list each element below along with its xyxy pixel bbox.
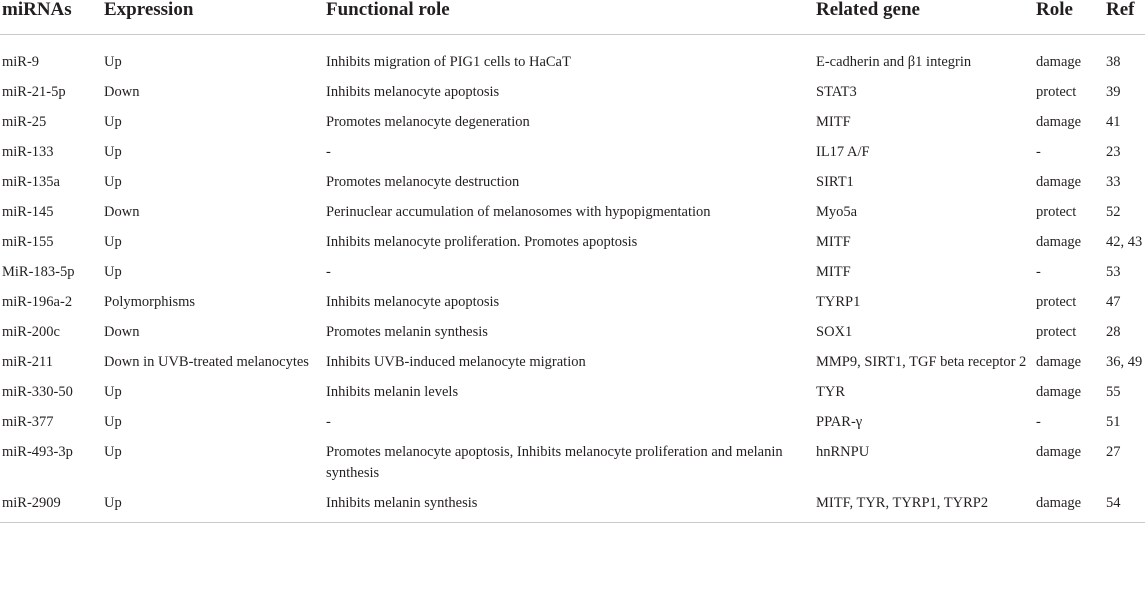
table-row	[0, 232, 1145, 262]
cell-related-gene: TYRP1	[816, 294, 861, 310]
cell-role: damage	[1034, 493, 1104, 523]
cell-ref: 42, 43	[1106, 234, 1143, 250]
table-row	[0, 493, 1145, 523]
cell-expression: Up	[102, 493, 324, 523]
cell-functional-role: Inhibits UVB-induced melanocyte migration	[326, 354, 586, 370]
cell-functional-role: Promotes melanocyte degeneration	[326, 114, 530, 130]
cell-ref: 55	[1106, 384, 1121, 400]
cell-role: protect	[1036, 84, 1077, 100]
cell-ref: 47	[1106, 294, 1121, 310]
cell-ref: 28	[1106, 324, 1121, 340]
cell-mirna: miR-155	[2, 234, 54, 250]
cell-functional-role: -	[326, 144, 331, 160]
cell-expression: Down	[104, 204, 140, 220]
header-expression: Expression	[102, 0, 324, 35]
cell-mirna: miR-377	[2, 414, 54, 430]
cell-functional-role: Promotes melanocyte apoptosis, Inhibits melanocyte proliferation and melanin synthesis	[326, 444, 783, 481]
cell-related-gene: IL17 A/F	[816, 144, 870, 160]
cell-role: -	[1036, 264, 1041, 280]
cell-expression: Up	[104, 174, 122, 190]
cell-related-gene: SIRT1	[816, 174, 854, 190]
cell-expression: Up	[104, 234, 122, 250]
table-row	[0, 142, 1145, 172]
cell-expression: Up	[104, 414, 122, 430]
header-mirnas: miRNAs	[0, 0, 102, 35]
cell-related-gene: MITF	[816, 264, 851, 280]
cell-functional-role: -	[326, 264, 331, 280]
cell-role: damage	[1036, 444, 1082, 460]
cell-mirna: miR-21-5p	[2, 84, 66, 100]
cell-ref: 39	[1106, 84, 1121, 100]
cell-role: damage	[1036, 234, 1082, 250]
table-row	[0, 172, 1145, 202]
cell-functional-role: -	[326, 414, 331, 430]
cell-functional-role: Inhibits melanocyte apoptosis	[326, 84, 500, 100]
cell-expression: Polymorphisms	[104, 294, 196, 310]
cell-expression: Up	[104, 114, 122, 130]
cell-related-gene: MITF	[816, 234, 851, 250]
cell-role: damage	[1036, 114, 1082, 130]
cell-ref: 36, 49	[1106, 354, 1143, 370]
cell-related-gene: STAT3	[816, 84, 857, 100]
cell-functional-role: Promotes melanocyte destruction	[326, 174, 520, 190]
table-row	[0, 382, 1145, 412]
cell-related-gene: Myo5a	[816, 204, 858, 220]
cell-role: damage	[1036, 384, 1082, 400]
cell-ref: 51	[1106, 414, 1121, 430]
cell-ref: 54	[1104, 493, 1145, 523]
cell-functional-role: Inhibits melanocyte proliferation. Promotes apoptosis	[326, 234, 638, 250]
cell-expression: Up	[104, 384, 122, 400]
cell-related-gene: MITF	[816, 114, 851, 130]
cell-ref: 52	[1106, 204, 1121, 220]
cell-ref: 53	[1106, 264, 1121, 280]
cell-related-gene: E-cadherin and β1 integrin	[816, 54, 972, 70]
cell-role: protect	[1036, 204, 1077, 220]
cell-related-gene: SOX1	[816, 324, 853, 340]
table-row	[0, 442, 1145, 493]
cell-role: damage	[1036, 354, 1082, 370]
cell-mirna: miR-330-50	[2, 384, 73, 400]
table-row	[0, 35, 1145, 83]
header-related-gene: Related gene	[814, 0, 1034, 35]
cell-ref: 27	[1106, 444, 1121, 460]
table-row	[0, 82, 1145, 112]
cell-ref: 33	[1106, 174, 1121, 190]
cell-expression: Up	[104, 54, 122, 70]
cell-mirna: miR-200c	[2, 324, 60, 340]
cell-functional-role: Inhibits melanin synthesis	[324, 493, 814, 523]
table-row	[0, 202, 1145, 232]
cell-role: damage	[1036, 54, 1082, 70]
cell-role: protect	[1036, 294, 1077, 310]
header-role: Role	[1034, 0, 1104, 35]
cell-mirna: miR-493-3p	[2, 444, 73, 460]
cell-mirna: miR-196a-2	[2, 294, 73, 310]
cell-ref: 38	[1106, 54, 1121, 70]
cell-related-gene: MITF, TYR, TYRP1, TYRP2	[814, 493, 1034, 523]
cell-role: damage	[1036, 174, 1082, 190]
cell-functional-role: Perinuclear accumulation of melanosomes with hypopigmentation	[326, 204, 711, 220]
cell-functional-role: Inhibits migration of PIG1 cells to HaCaT	[326, 54, 571, 70]
header-row	[0, 0, 1145, 35]
cell-mirna: miR-9	[2, 54, 40, 70]
cell-ref: 41	[1106, 114, 1121, 130]
cell-role: -	[1036, 414, 1041, 430]
cell-functional-role: Inhibits melanin levels	[326, 384, 459, 400]
cell-mirna: miR-135a	[2, 174, 60, 190]
table-row	[0, 352, 1145, 382]
table-body	[0, 35, 1145, 523]
table-row	[0, 322, 1145, 352]
cell-expression: Down	[104, 324, 140, 340]
cell-ref: 23	[1106, 144, 1121, 160]
cell-mirna: miR-25	[2, 114, 47, 130]
cell-related-gene: TYR	[816, 384, 845, 400]
cell-expression: Up	[104, 144, 122, 160]
table-row	[0, 112, 1145, 142]
cell-related-gene: hnRNPU	[816, 444, 870, 460]
cell-mirna: miR-145	[2, 204, 54, 220]
cell-expression: Up	[104, 444, 122, 460]
cell-role: -	[1036, 144, 1041, 160]
cell-mirna: miR-211	[2, 354, 54, 370]
cell-functional-role: Promotes melanin synthesis	[326, 324, 488, 340]
table-row	[0, 412, 1145, 442]
cell-role: protect	[1036, 324, 1077, 340]
cell-mirna: miR-2909	[0, 493, 102, 523]
table-row	[0, 292, 1145, 322]
cell-related-gene: PPAR-γ	[816, 414, 863, 430]
cell-expression: Up	[104, 264, 122, 280]
cell-related-gene: MMP9, SIRT1, TGF beta receptor 2	[816, 354, 1027, 370]
cell-mirna: MiR-183-5p	[2, 264, 75, 280]
cell-expression: Down	[104, 84, 140, 100]
cell-mirna: miR-133	[2, 144, 54, 160]
header-functional-role: Functional role	[324, 0, 814, 35]
cell-expression: Down in UVB-treated melanocytes	[104, 354, 309, 370]
table-row	[0, 262, 1145, 292]
header-ref: Ref	[1104, 0, 1145, 35]
cell-functional-role: Inhibits melanocyte apoptosis	[326, 294, 500, 310]
